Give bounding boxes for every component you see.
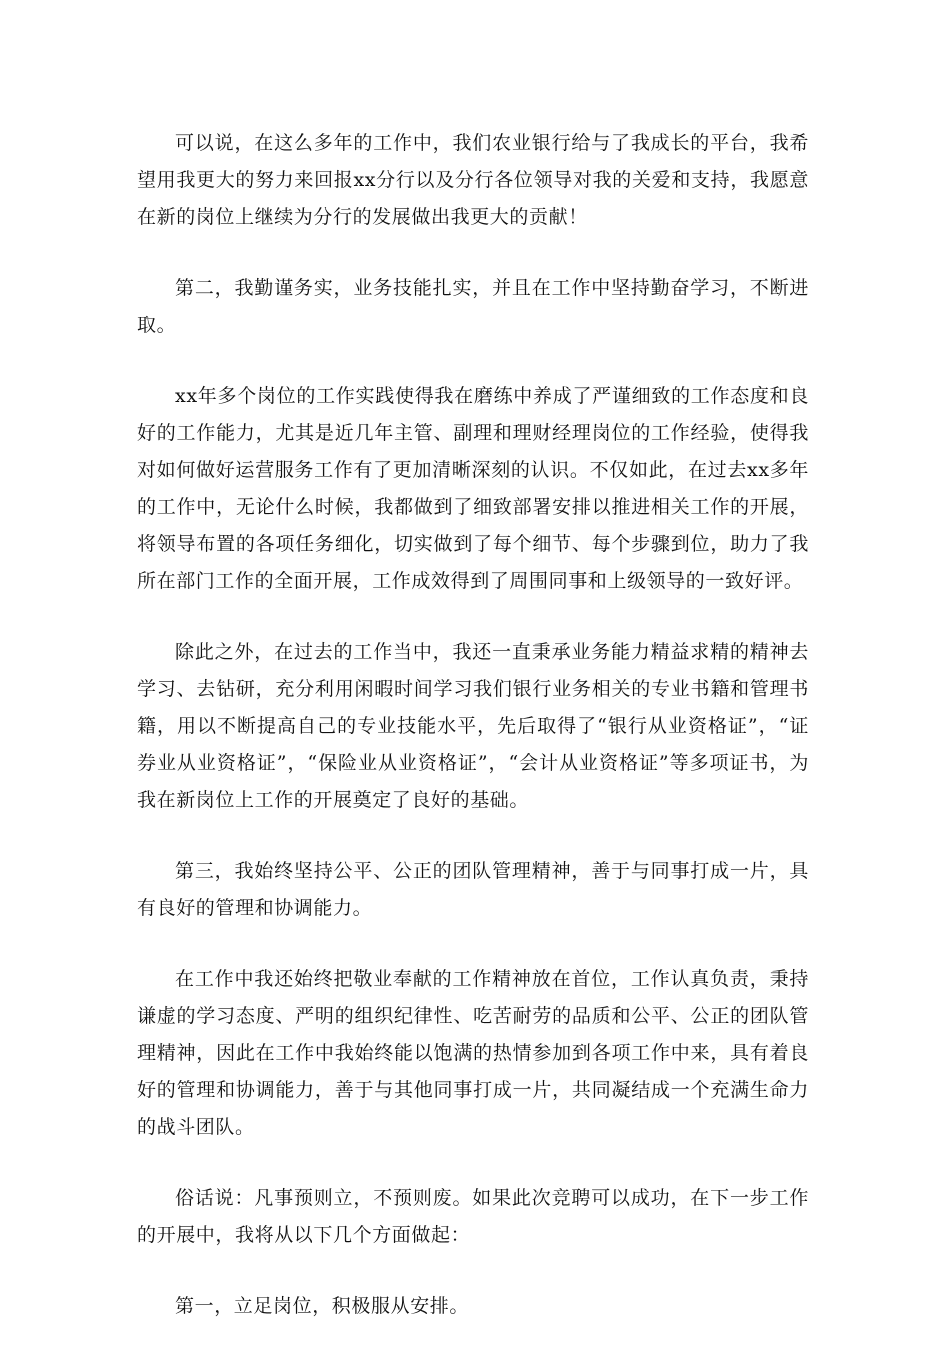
paragraph-7: 俗话说：凡事预则立，不预则废。如果此次竞聘可以成功，在下一步工作的开展中，我将从以下几个方面做起：: [137, 1187, 809, 1246]
document-body: [137, 125, 809, 1359]
paragraph-6: 在工作中我还始终把敬业奉献的工作精神放在首位，工作认真负责，秉持谦虚的学习态度、严明的组织纪律性、吃苦耐劳的品质和公平、公正的团队管理精神，因此在工作中我始终能以饱满的热情参加到各项工作中来，具有着良好的管理和协调能力，善于与其他同事打成一片，共同凝结成一个充满生命力的战斗团队。: [137, 968, 809, 1138]
paragraph-4: 除此之外，在过去的工作当中，我还一直秉承业务能力精益求精的精神去学习、去钻研，充分利用闲暇时间学习我们银行业务相关的专业书籍和管理书籍，用以不断提高自己的专业技能水平，先后取得了“银行从业资格证”，“证券业从业资格证”，“保险业从业资格证”，“会计从业资格证”等多项证书，为我在新岗位上工作的开展奠定了良好的基础。: [137, 641, 809, 811]
paragraph-1: 可以说，在这么多年的工作中，我们农业银行给与了我成长的平台，我希望用我更大的努力来回报xx分行以及分行各位领导对我的关爱和支持，我愿意在新的岗位上继续为分行的发展做出我更大的贡献！: [137, 132, 809, 228]
paragraph-2: 第二，我勤谨务实，业务技能扎实，并且在工作中坚持勤奋学习，不断进取。: [137, 277, 809, 336]
paragraph-8: 第一，立足岗位，积极服从安排。: [175, 1295, 470, 1317]
paragraph-5: 第三，我始终坚持公平、公正的团队管理精神，善于与同事打成一片，具有良好的管理和协调能力。: [137, 860, 809, 919]
paragraph-3: xx年多个岗位的工作实践使得我在磨练中养成了严谨细致的工作态度和良好的工作能力，尤其是近几年主管、副理和理财经理岗位的工作经验，使得我对如何做好运营服务工作有了更加清晰深刻的认识。不仅如此，在过去xx多年的工作中，无论什么时候，我都做到了细致部署安排以推进相关工作的开展，将领导布置的各项任务细化，切实做到了每个细节、每个步骤到位，助力了我所在部门工作的全面开展，工作成效得到了周围同事和上级领导的一致好评。: [137, 385, 809, 592]
